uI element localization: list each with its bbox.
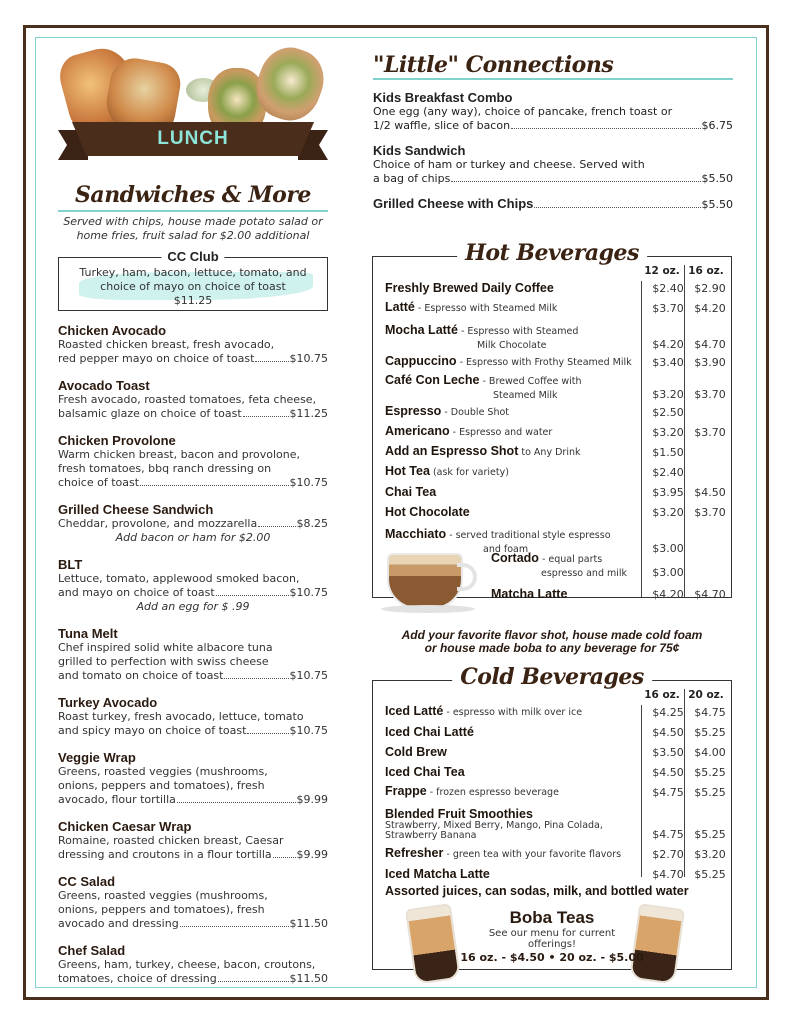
price-large: $5.25: [694, 786, 726, 799]
lunch-banner-text: LUNCH: [157, 128, 229, 149]
boba-section: [372, 900, 732, 988]
beverage-desc2: Milk Chocolate: [477, 340, 547, 351]
beverage-name: [385, 282, 647, 295]
little-items: [373, 90, 733, 211]
price-small: $3.50: [652, 746, 684, 759]
boba-line-1: See our menu for current: [488, 928, 616, 939]
item-name: Avocado Toast: [58, 378, 150, 393]
cold-beverage-row: [385, 743, 731, 759]
cold-beverage-row: [385, 803, 731, 841]
price-small: $2.50: [652, 406, 684, 419]
price-large: $5.25: [694, 726, 726, 739]
item-name: Turkey Avocado: [58, 695, 158, 710]
item-desc: fresh tomatoes, bbq ranch dressing on: [58, 462, 272, 475]
price-small: $3.40: [652, 356, 684, 369]
item-desc-last: 1/2 waffle, slice of bacon: [373, 119, 511, 132]
menu-item: [58, 323, 328, 366]
menu-item: [58, 626, 328, 683]
beverage-name-text: Macchiato: [385, 527, 447, 541]
menu-item: [58, 750, 328, 807]
beverage-name-text: Matcha Latte: [491, 587, 568, 601]
cold-title: Cold Beverages: [452, 664, 652, 690]
leader-dots: [216, 595, 289, 596]
beverage-desc: to Any Drink: [518, 447, 581, 458]
beverage-desc: - espresso with milk over ice: [443, 707, 583, 718]
boba-line-2: offerings!: [528, 939, 576, 950]
beverage-name: [385, 746, 647, 759]
hot-size-12: 12 oz.: [644, 265, 680, 277]
beverage-desc: (ask for variety): [429, 467, 509, 478]
leader-dots: [243, 416, 289, 417]
beverage-desc2: Strawberry, Mixed Berry, Mango, Pina Colada, Strawberry Banana: [385, 820, 603, 841]
price-small: $4.50: [652, 766, 684, 779]
leader-dots: [255, 361, 288, 362]
item-name: Veggie Wrap: [58, 750, 136, 765]
beverage-name-text: Americano: [385, 424, 450, 438]
item-price: $10.75: [289, 586, 328, 599]
item-price: $10.75: [289, 669, 328, 682]
price-small: $3.20: [652, 506, 684, 519]
beverage-name: [385, 506, 647, 519]
price-small: $4.25: [652, 706, 684, 719]
beverage-name-text: Cappuccino: [385, 354, 457, 368]
beverage-name-text: Latté: [385, 300, 415, 314]
price-small: $3.00: [652, 566, 684, 579]
beverage-name-text: Freshly Brewed Daily Coffee: [385, 281, 554, 295]
beverage-name-text: Frappe: [385, 784, 427, 798]
hot-title: Hot Beverages: [457, 240, 647, 266]
item-desc-last: Cheddar, provolone, and mozzarella: [58, 517, 258, 530]
addon-line-1: Add your favorite flavor shot, house made cold foam: [401, 628, 703, 642]
menu-item: [58, 378, 328, 421]
price-large: $3.70: [694, 388, 726, 401]
coffee-cup-image: [381, 547, 477, 613]
beverage-name: [385, 301, 647, 315]
leader-dots: [273, 857, 296, 858]
beverage-desc2: espresso and milk: [541, 568, 628, 579]
assorted-drinks: Assorted juices, can sodas, milk, and bottled water: [385, 884, 689, 898]
price-small: $3.95: [652, 486, 684, 499]
item-price-line: [58, 724, 328, 738]
little-title: "Little" Connections: [373, 52, 614, 78]
beverage-name-text: Espresso: [385, 404, 442, 418]
price-large: $3.20: [694, 848, 726, 861]
beverage-desc: - Espresso with Frothy Steamed Milk: [456, 357, 632, 368]
item-desc: onions, peppers and tomatoes), fresh: [58, 903, 265, 916]
item-desc-last: a bag of chips: [373, 172, 451, 185]
kids-item: [373, 196, 733, 211]
item-price-line: [58, 793, 328, 807]
beverage-name-text: Café Con Leche: [385, 373, 480, 387]
item-desc: Warm chicken breast, bacon and provolone,: [58, 448, 301, 461]
hot-beverage-row: [385, 463, 731, 479]
beverage-name: [385, 355, 647, 369]
price-small: $3.70: [652, 302, 684, 315]
item-desc: Choice of ham or turkey and cheese. Served with: [373, 158, 645, 171]
price-small: $4.50: [652, 726, 684, 739]
item-desc: Fresh avocado, roasted tomatoes, feta cheese,: [58, 393, 317, 406]
beverage-name: [385, 324, 647, 351]
item-desc: onions, peppers and tomatoes), fresh: [58, 779, 265, 792]
leader-dots: [247, 733, 288, 734]
item-price: $5.50: [701, 172, 733, 185]
price-large: $2.90: [694, 282, 726, 295]
leader-dots: [177, 802, 296, 803]
hot-beverage-row: [385, 403, 731, 419]
item-price: $9.99: [296, 848, 328, 861]
item-desc-last: avocado and dressing: [58, 917, 179, 930]
addon-line-2: or house made boba to any beverage for 75¢: [424, 641, 680, 655]
kids-item: [373, 90, 733, 133]
item-desc: Roast turkey, fresh avocado, lettuce, tomato: [58, 710, 304, 723]
cold-beverage-row: [385, 865, 731, 881]
item-name: Grilled Cheese with Chips: [373, 196, 534, 211]
menu-item: [58, 502, 328, 545]
item-desc: Lettuce, tomato, applewood smoked bacon,: [58, 572, 300, 585]
price-large: $3.70: [694, 426, 726, 439]
cold-size-16: 16 oz.: [644, 689, 680, 701]
beverage-name-text: Iced Matcha Latte: [385, 867, 490, 881]
beverage-name-text: Iced Chai Tea: [385, 765, 465, 779]
beverage-name: [385, 425, 647, 439]
item-desc-last: choice of toast: [58, 476, 140, 489]
item-desc: grilled to perfection with swiss cheese: [58, 655, 269, 668]
boba-cup-image: [629, 903, 685, 985]
beverage-name-text: Cortado: [491, 551, 539, 565]
cold-beverage-row: [385, 845, 731, 861]
boba-cup-image: [405, 903, 461, 985]
cold-beverage-row: [385, 763, 731, 779]
item-desc: Roasted chicken breast, fresh avocado,: [58, 338, 275, 351]
item-desc: Chef inspired solid white albacore tuna: [58, 641, 273, 654]
price-large: $5.25: [694, 766, 726, 779]
boba-prices: 16 oz. - $4.50 • 20 oz. - $5.00: [460, 951, 644, 964]
price-large: $3.70: [694, 506, 726, 519]
little-underline: [373, 78, 733, 80]
cc-club-desc: Turkey, ham, bacon, lettuce, tomato, and choice of mayo on choice of toast: [79, 266, 307, 293]
cold-beverage-row: [385, 703, 731, 719]
price-large: $5.25: [694, 868, 726, 881]
item-name: Chef Salad: [58, 943, 126, 958]
menu-item: [58, 695, 328, 738]
item-desc-last: dressing and croutons in a flour tortilla: [58, 848, 272, 861]
lunch-subtitle: Served with chips, house made potato salad or home fries, fruit salad for $2.00 additional: [63, 215, 323, 242]
item-price-line: [373, 172, 733, 186]
menu-item: [58, 819, 328, 862]
item-price: $5.50: [701, 198, 733, 211]
price-small: $3.20: [652, 426, 684, 439]
item-price-line: [58, 848, 328, 862]
beverage-name-text: Cold Brew: [385, 745, 447, 759]
beverage-desc2: Steamed Milk: [493, 390, 558, 401]
item-price-line: [58, 517, 328, 531]
item-price: $6.75: [701, 119, 733, 132]
item-desc: Greens, roasted veggies (mushrooms,: [58, 765, 268, 778]
beverage-name: [385, 374, 647, 401]
item-name: Grilled Cheese Sandwich: [58, 502, 214, 517]
cold-size-20: 20 oz.: [688, 689, 724, 701]
item-note: Add bacon or ham for $2.00: [115, 531, 271, 544]
cold-beverage-row: [385, 723, 731, 739]
little-connections: [373, 52, 733, 211]
beverage-name: [385, 445, 647, 459]
lunch-hero-image: [58, 40, 328, 200]
item-name: CC Salad: [58, 874, 116, 889]
beverage-desc: - Brewed Coffee with: [479, 376, 582, 387]
leader-dots: [140, 485, 288, 486]
item-price-line: [58, 669, 328, 683]
price-large: $4.00: [694, 746, 726, 759]
price-small: $4.70: [652, 868, 684, 881]
item-price-line: [373, 196, 733, 211]
beverage-desc: - Espresso with Steamed Milk: [414, 303, 558, 314]
lunch-items: [58, 323, 328, 986]
cc-club-price: $11.25: [173, 294, 213, 307]
beverage-desc: - green tea with your favorite flavors: [443, 849, 622, 860]
leader-dots: [258, 526, 295, 527]
beverage-name-text: Hot Tea: [385, 464, 430, 478]
beverage-name: [385, 808, 647, 841]
hot-beverage-row: [385, 423, 731, 439]
item-name: Kids Breakfast Combo: [373, 90, 513, 105]
price-small: $4.20: [652, 588, 684, 601]
item-price-line: [58, 972, 328, 986]
beverage-name-text: Add an Espresso Shot: [385, 444, 519, 458]
beverage-name-text: Refresher: [385, 846, 444, 860]
item-desc-last: avocado, flour tortilla: [58, 793, 176, 806]
hot-beverage-row: [385, 503, 731, 519]
cc-club-title: CC Club: [161, 249, 224, 264]
item-price: $10.75: [289, 724, 328, 737]
beverage-desc: - served traditional style espresso: [446, 530, 611, 541]
beverage-name: [385, 785, 647, 799]
item-desc: Greens, roasted veggies (mushrooms,: [58, 889, 268, 902]
item-name: BLT: [58, 557, 83, 572]
item-desc-last: and tomato on choice of toast: [58, 669, 224, 682]
kids-item: [373, 143, 733, 186]
hot-beverage-row: [385, 299, 731, 315]
item-price: $11.50: [289, 972, 328, 985]
item-price: $11.25: [289, 407, 328, 420]
cc-club-box: [58, 249, 328, 311]
item-price-line: [373, 119, 733, 133]
item-price: $10.75: [289, 352, 328, 365]
beverage-name-text: Mocha Latté: [385, 323, 458, 337]
item-price: $9.99: [296, 793, 328, 806]
title-underline: [58, 210, 328, 212]
item-desc: Romaine, roasted chicken breast, Caesar: [58, 834, 284, 847]
price-small: $3.00: [652, 542, 684, 555]
item-price-line: [58, 476, 328, 490]
price-large: $4.70: [694, 588, 726, 601]
hot-beverage-row: [385, 483, 731, 499]
menu-item: [58, 433, 328, 490]
leader-dots: [224, 678, 288, 679]
price-small: $2.40: [652, 466, 684, 479]
item-price-line: [58, 407, 328, 421]
item-price-line: [58, 917, 328, 931]
menu-item: [58, 874, 328, 931]
price-small: $4.75: [652, 828, 684, 841]
item-desc-last: and mayo on choice of toast: [58, 586, 215, 599]
item-price-line: [58, 352, 328, 366]
menu-item: [58, 557, 328, 614]
leader-dots: [180, 926, 289, 927]
beverage-name: [385, 705, 647, 719]
item-note: Add an egg for $ .99: [136, 600, 250, 613]
item-price: $8.25: [296, 517, 328, 530]
price-small: $4.75: [652, 786, 684, 799]
price-large: $4.75: [694, 706, 726, 719]
lunch-banner: [58, 122, 328, 162]
beverage-name-text: Chai Tea: [385, 485, 437, 499]
item-desc-last: and spicy mayo on choice of toast: [58, 724, 247, 737]
leader-dots: [534, 207, 700, 208]
sandwiches-title: Sandwiches & More: [75, 182, 311, 208]
beverage-desc2: and foam: [483, 544, 529, 555]
price-small: $2.40: [652, 282, 684, 295]
leader-dots: [511, 128, 700, 129]
hot-beverage-row: [385, 353, 731, 369]
leader-dots: [218, 981, 289, 982]
price-small: $1.50: [652, 446, 684, 459]
price-large: $4.70: [694, 338, 726, 351]
beverage-name: [385, 847, 647, 861]
beverage-desc: - Double Shot: [441, 407, 510, 418]
hot-beverage-row: [385, 443, 731, 459]
beverage-desc: - Espresso with Steamed: [457, 326, 579, 337]
item-price-line: [58, 586, 328, 600]
hot-beverage-row: [385, 371, 731, 401]
item-price: $10.75: [289, 476, 328, 489]
beverage-name-text: Iced Latté: [385, 704, 444, 718]
item-desc-last: balsamic glaze on choice of toast: [58, 407, 242, 420]
beverage-name-text: Iced Chai Latté: [385, 725, 474, 739]
beverage-name: [385, 405, 647, 419]
beverage-name: [385, 465, 647, 479]
price-large: $4.20: [694, 302, 726, 315]
item-name: Kids Sandwich: [373, 143, 466, 158]
item-desc: Greens, ham, turkey, cheese, bacon, croutons,: [58, 958, 316, 971]
hot-size-16: 16 oz.: [688, 265, 724, 277]
beverage-name: [385, 766, 647, 779]
price-small: $4.20: [652, 338, 684, 351]
item-desc-last: red pepper mayo on choice of toast: [58, 352, 255, 365]
price-small: $3.20: [652, 388, 684, 401]
beverage-name: [385, 726, 647, 739]
cold-beverage-row: [385, 783, 731, 799]
item-price: $11.50: [289, 917, 328, 930]
menu-item: [58, 943, 328, 986]
price-small: $2.70: [652, 848, 684, 861]
item-name: Chicken Provolone: [58, 433, 176, 448]
item-name: Tuna Melt: [58, 626, 118, 641]
item-name: Chicken Caesar Wrap: [58, 819, 192, 834]
price-large: $4.50: [694, 486, 726, 499]
beverage-name-text: Blended Fruit Smoothies: [385, 807, 533, 821]
hot-beverages-box: [372, 240, 732, 601]
item-desc-last: tomatoes, choice of dressing: [58, 972, 217, 985]
lunch-column: [58, 40, 328, 986]
beverage-desc: - frozen espresso beverage: [426, 787, 559, 798]
hot-beverage-row: [385, 279, 731, 295]
beverage-name-text: Hot Chocolate: [385, 505, 470, 519]
price-large: $5.25: [694, 828, 726, 841]
hot-beverage-row: [385, 319, 731, 351]
beverage-desc: - Espresso and water: [449, 427, 553, 438]
price-large: $3.90: [694, 356, 726, 369]
leader-dots: [451, 181, 700, 182]
beverage-name: [385, 868, 647, 881]
item-name: Chicken Avocado: [58, 323, 167, 338]
item-desc: One egg (any way), choice of pancake, french toast or: [373, 105, 673, 118]
beverage-name: [385, 486, 647, 499]
boba-title: Boba Teas: [509, 908, 595, 927]
beverage-desc: - equal parts: [538, 554, 603, 565]
